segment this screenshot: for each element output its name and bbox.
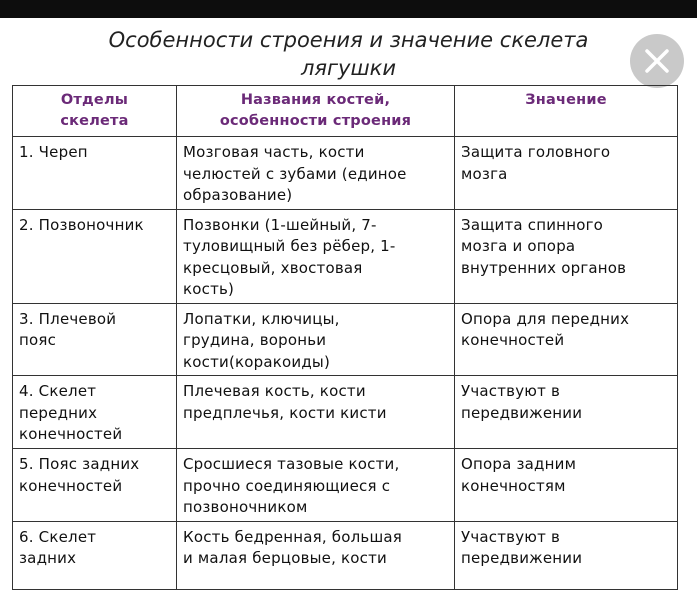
table-row [13, 303, 678, 376]
header-sections [13, 86, 177, 137]
close-icon [642, 46, 672, 76]
cell-significance: Защита головного мозга [455, 137, 678, 210]
cell-significance: Защита спинного мозга и опора внутренних органов [455, 209, 678, 303]
cell-section: 6. Скелет задних [13, 521, 177, 589]
cell-section: 1. Череп [13, 137, 177, 210]
cell-bones: Позвонки (1-шейный, 7- туловищный без рёбер, 1- кресцовый, хвостовая кость) [177, 209, 455, 303]
cell-significance: Участвуют в передвижении [455, 521, 678, 589]
table-row [13, 449, 678, 522]
table-row [13, 521, 678, 589]
header-bone-names [177, 86, 455, 137]
cell-bones: Кость бедренная, большая и малая берцовые, кости [177, 521, 455, 589]
top-bar [0, 0, 697, 18]
table-row [13, 209, 678, 303]
cell-section: 3. Плечевой пояс [13, 303, 177, 376]
table-header-row [13, 86, 678, 137]
cell-bones: Лопатки, ключицы, грудина, вороньи кости(коракоиды) [177, 303, 455, 376]
cell-bones: Мозговая часть, кости челюстей с зубами (единое образование) [177, 137, 455, 210]
cell-section: 5. Пояс задних конечностей [13, 449, 177, 522]
skeleton-table [12, 85, 678, 590]
table-row [13, 376, 678, 449]
title-line-1: Особенности строения и значение скелета [108, 28, 589, 52]
header-bone-names-l1: Названия костей, особенности строения [219, 92, 412, 129]
close-button[interactable] [630, 34, 684, 88]
table-row [13, 137, 678, 210]
cell-significance: Участвуют в передвижении [455, 376, 678, 449]
cell-bones: Плечевая кость, кости предплечья, кости кисти [177, 376, 455, 449]
cell-significance: Опора задним конечностям [455, 449, 678, 522]
cell-significance: Опора для передних конечностей [455, 303, 678, 376]
title-line-2: лягушки [300, 56, 397, 80]
header-significance [455, 86, 678, 137]
cell-section: 4. Скелет передних конечностей [13, 376, 177, 449]
page-title [0, 26, 697, 82]
header-sections-l1: Отделы скелета [60, 92, 129, 129]
cell-bones: Сросшиеся тазовые кости, прочно соединяющиеся с позвоночником [177, 449, 455, 522]
cell-section: 2. Позвоночник [13, 209, 177, 303]
header-significance-l1: Значение [525, 92, 607, 108]
